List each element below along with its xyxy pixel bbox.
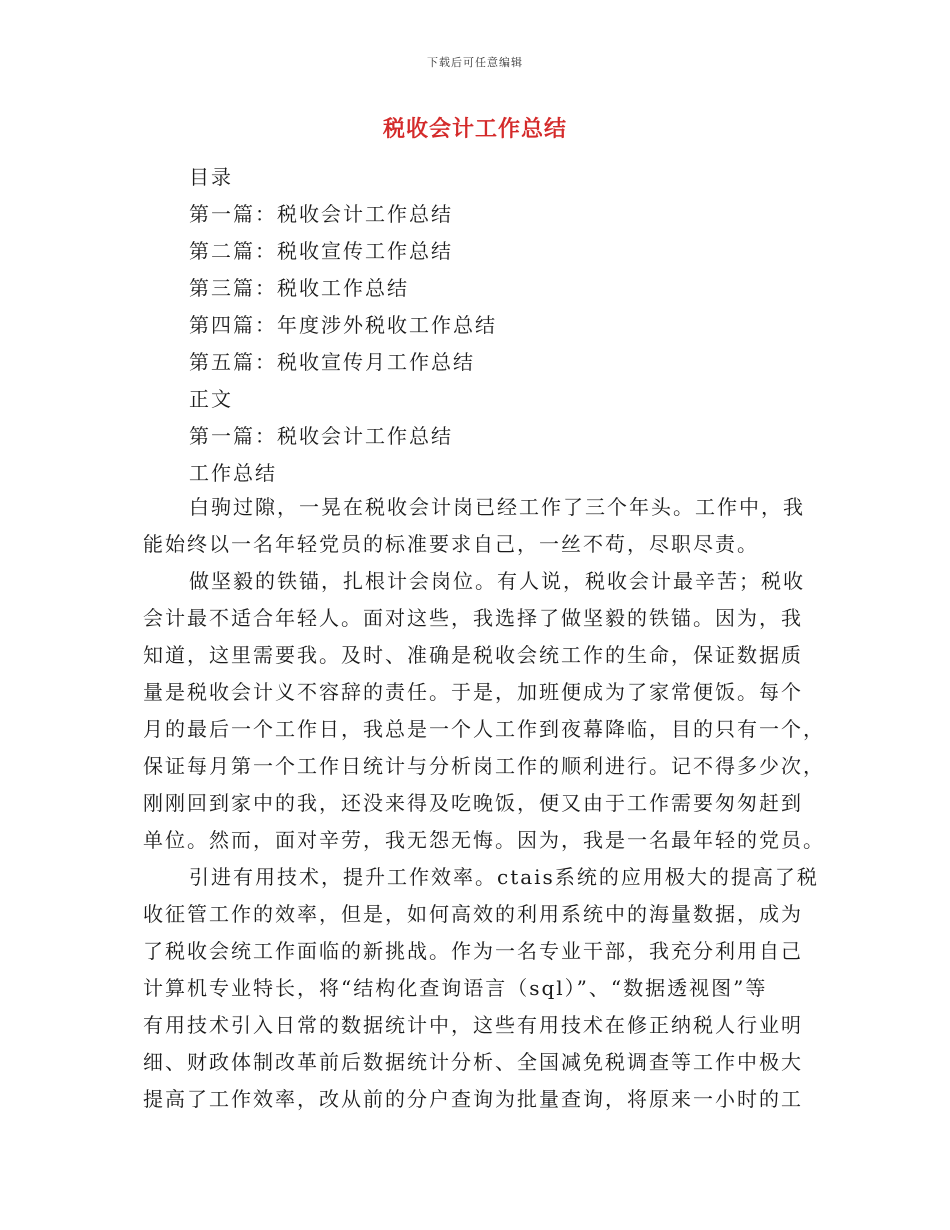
paragraph-line: 会计最不适合年轻人。面对这些，我选择了做坚毅的铁锚。因为，我 bbox=[143, 606, 803, 630]
section-heading-body: 正文 bbox=[189, 387, 233, 411]
paragraph-line: 收征管工作的效率，但是，如何高效的利用系统中的海量数据，成为 bbox=[143, 902, 803, 926]
subsection-heading: 工作总结 bbox=[189, 461, 277, 485]
paragraph-line: 做坚毅的铁锚，扎根计会岗位。有人说，税收会计最辛苦；税收 bbox=[189, 569, 805, 593]
chapter-heading: 第一篇：税收会计工作总结 bbox=[189, 424, 453, 448]
toc-item: 第五篇：税收宣传月工作总结 bbox=[189, 350, 475, 374]
paragraph-line: 计算机专业特长，将“结构化查询语言（sql）”、“数据透视图”等 bbox=[143, 976, 768, 1000]
paragraph-line: 刚刚回到家中的我，还没来得及吃晚饭，便又由于工作需要匆匆赶到 bbox=[143, 791, 803, 815]
paragraph-line: 了税收会统工作面临的新挑战。作为一名专业干部，我充分利用自己 bbox=[143, 939, 803, 963]
toc-item: 第二篇：税收宣传工作总结 bbox=[189, 239, 453, 263]
paragraph-line: 单位。然而，面对辛劳，我无怨无悔。因为，我是一名最年轻的党员。 bbox=[143, 828, 825, 852]
paragraph-line: 细、财政体制改革前后数据统计分析、全国减免税调查等工作中极大 bbox=[143, 1050, 803, 1074]
paragraph-line: 量是税收会计义不容辞的责任。于是，加班便成为了家常便饭。每个 bbox=[143, 680, 803, 704]
paragraph-line: 有用技术引入日常的数据统计中，这些有用技术在修正纳税人行业明 bbox=[143, 1013, 803, 1037]
toc-heading: 目录 bbox=[189, 165, 233, 189]
paragraph-line: 引进有用技术，提升工作效率。ctais系统的应用极大的提高了税 bbox=[189, 865, 819, 889]
paragraph-line: 月的最后一个工作日，我总是一个人工作到夜幕降临，目的只有一个， bbox=[143, 717, 825, 741]
paragraph-line: 保证每月第一个工作日统计与分析岗工作的顺利进行。记不得多少次， bbox=[143, 754, 825, 778]
toc-item: 第三篇：税收工作总结 bbox=[189, 276, 409, 300]
body-text bbox=[143, 489, 823, 1118]
header-note: 下载后可任意编辑 bbox=[427, 56, 523, 69]
toc-item: 第一篇：税收会计工作总结 bbox=[189, 202, 453, 226]
paragraph-line: 能始终以一名年轻党员的标准要求自己，一丝不苟，尽职尽责。 bbox=[143, 532, 759, 556]
toc-item: 第四篇：年度涉外税收工作总结 bbox=[189, 313, 497, 337]
paragraph-line: 提高了工作效率，改从前的分户查询为批量查询，将原来一小时的工 bbox=[143, 1087, 803, 1111]
paragraph-line: 知道，这里需要我。及时、准确是税收会统工作的生命，保证数据质 bbox=[143, 643, 803, 667]
paragraph-line: 白驹过隙，一晃在税收会计岗已经工作了三个年头。工作中，我 bbox=[189, 495, 805, 519]
document-title: 税收会计工作总结 bbox=[382, 116, 567, 142]
